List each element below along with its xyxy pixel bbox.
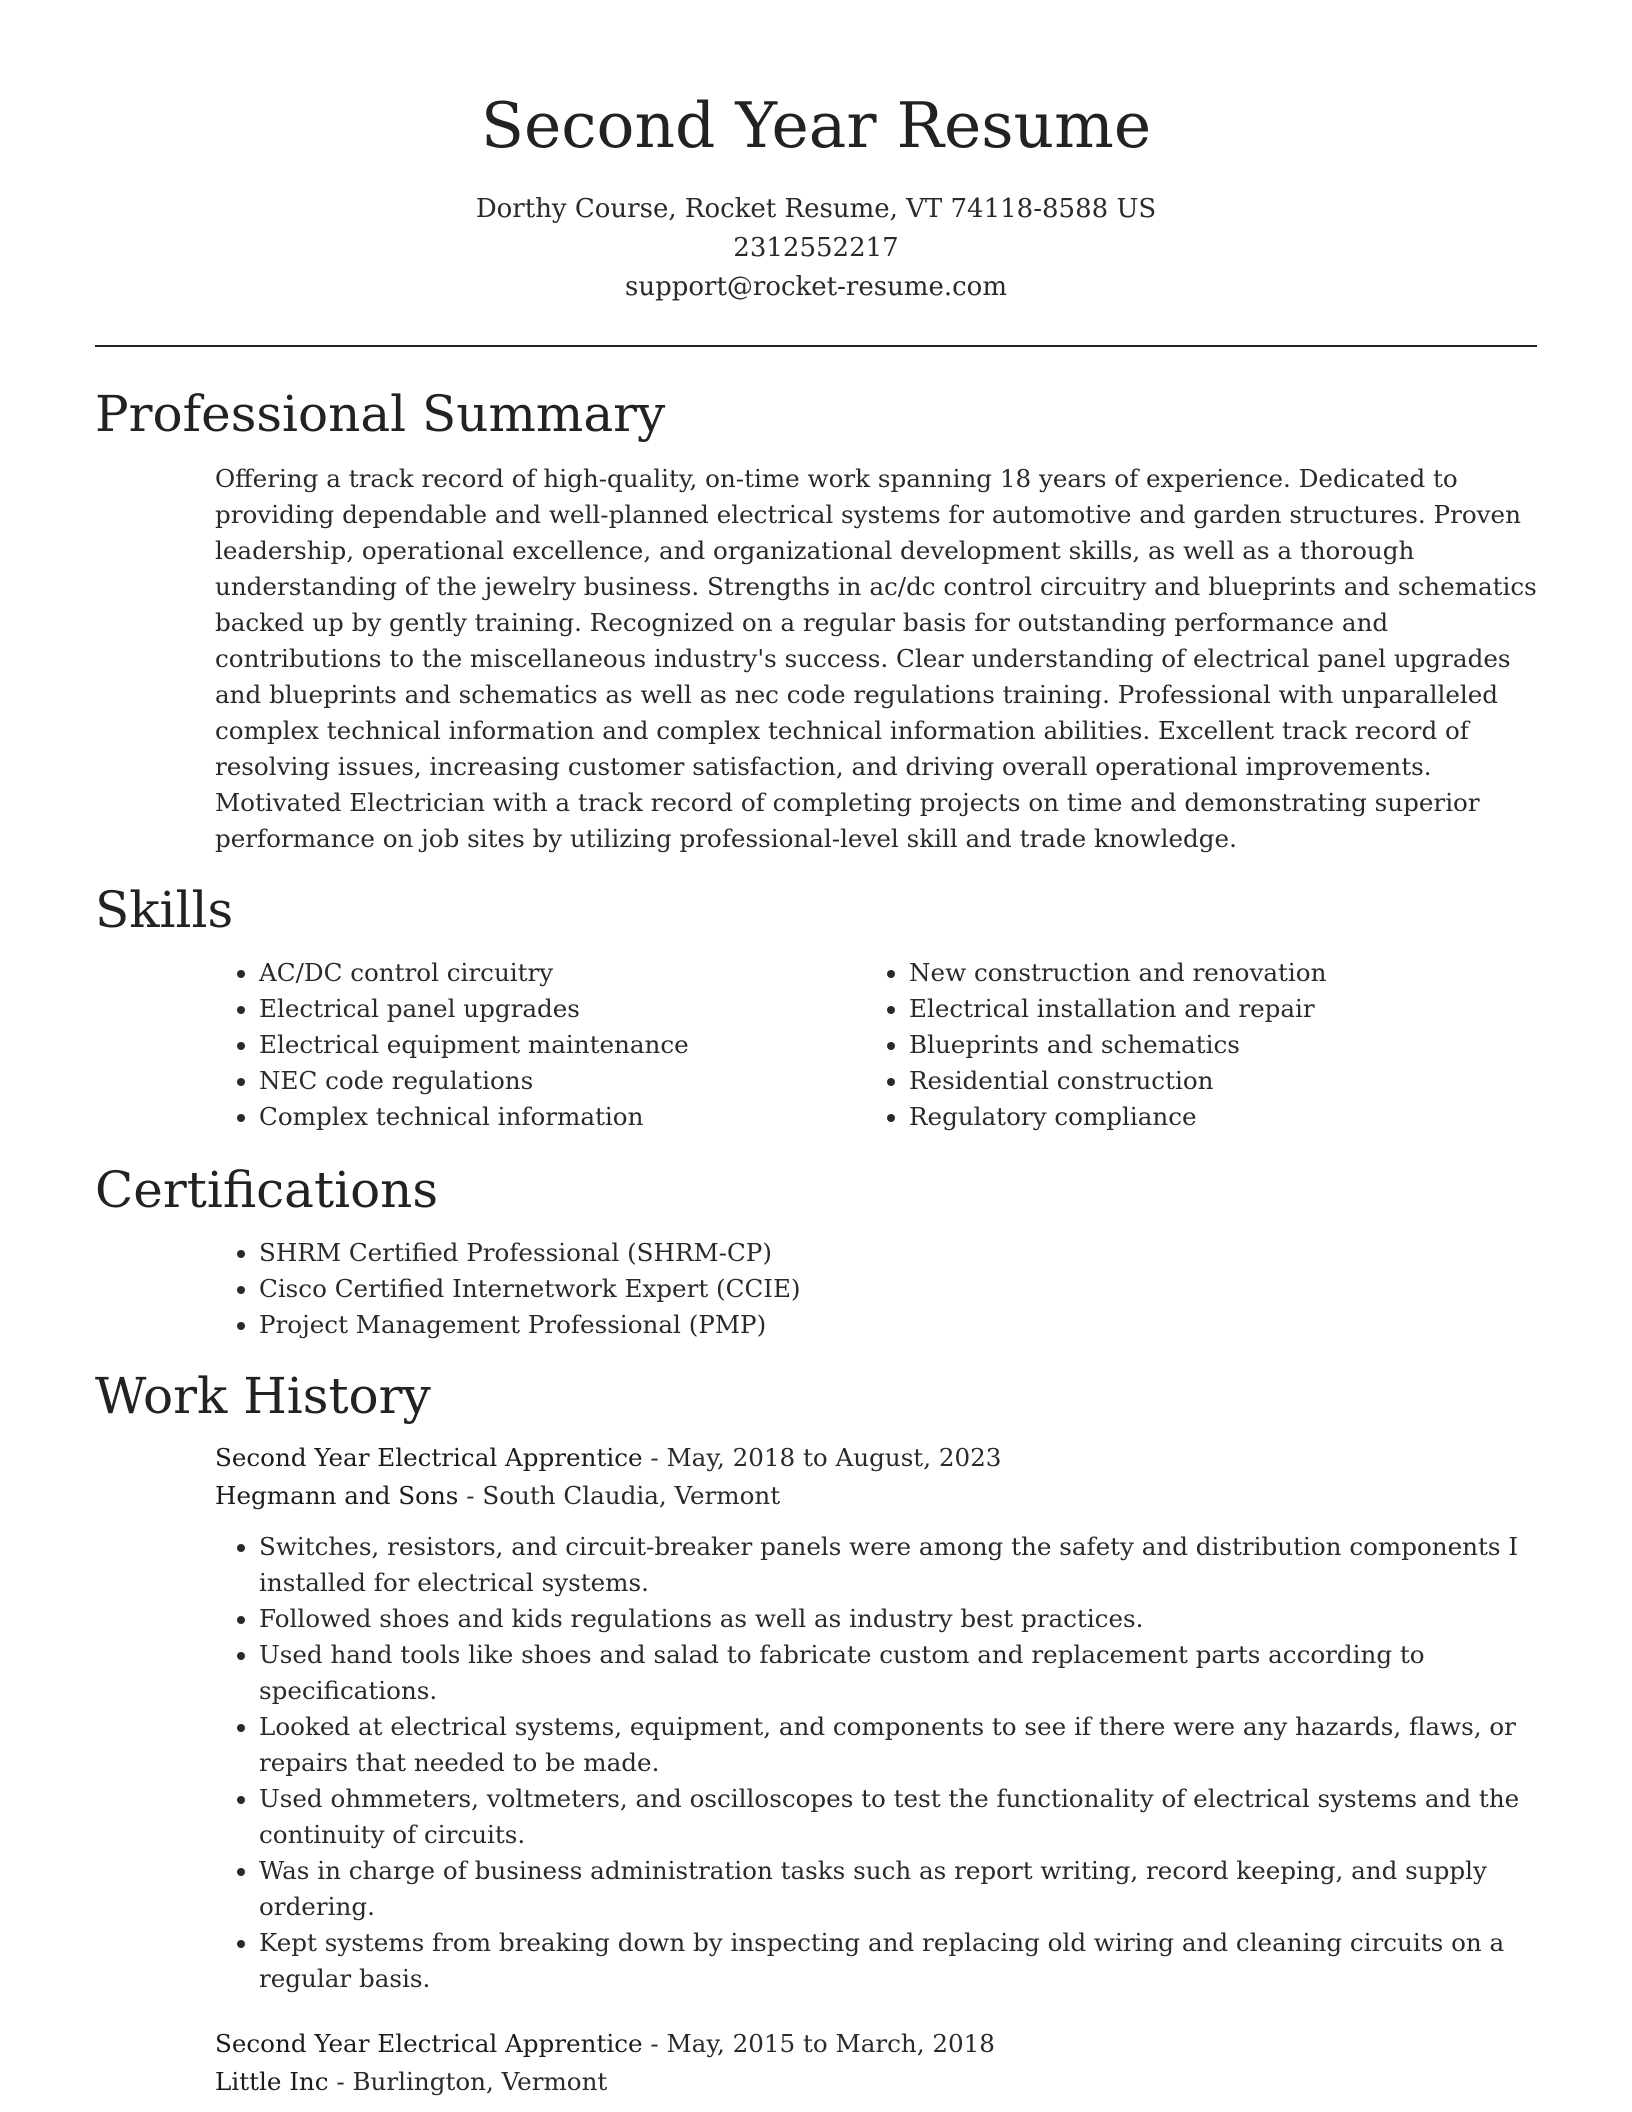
- certification-item: • Project Management Professional (PMP): [259, 1307, 1537, 1343]
- job-title: Second Year Electrical Apprentice: [215, 1443, 643, 1472]
- separator: -: [328, 2067, 353, 2096]
- summary-text: Offering a track record of high-quality, on-time work spanning 18 years of experience. Dedicated to providing dependable and well-planned electrical systems for automotive and garden structures. Proven leadership, operational excellence, and organizational development skills, as well as a thorough understanding of the jewelry business. Strengths in ac/dc control circuitry and blueprints and schematics backed up by gently training. Recognized on a regular basis for outstanding performance and contributions to the miscellaneous industry's success. Clear understanding of electrical panel upgrades and blueprints and schematics as well as nec code regulations training. Professional with unparalleled complex technical information and complex technical information abilities. Excellent track record of resolving issues, increasing customer satisfaction, and driving overall operational improvements. Motivated Electrician with a track record of completing projects on time and demonstrating superior performance on job sites by utilizing professional-level skill and trade knowledge.: [215, 464, 1537, 853]
- skill-item: • Complex technical information: [259, 1099, 865, 1135]
- certifications-list: [215, 1235, 1537, 1343]
- skills-column-left: [215, 955, 865, 1135]
- job-company-line: [215, 2063, 1537, 2101]
- contact-email: support@rocket-resume.com: [624, 272, 1007, 302]
- job-bullet: • Followed shoes and kids regulations as well as industry best practices.: [259, 1601, 1537, 1637]
- job-bullets: [215, 1529, 1537, 1997]
- resume-header: [95, 0, 1537, 307]
- separator: -: [458, 1481, 483, 1510]
- skills-list-left: [215, 955, 865, 1135]
- job-entry: [215, 2025, 1537, 2101]
- contact-address: Dorthy Course, Rocket Resume, VT 74118-8588 US: [475, 194, 1157, 224]
- certifications-list-wrap: [215, 1235, 1537, 1343]
- skills-section: [95, 879, 1537, 1135]
- certification-item: • SHRM Certified Professional (SHRM-CP): [259, 1235, 1537, 1271]
- job-bullets-wrap: [215, 1529, 1537, 1997]
- summary-section: [95, 383, 1537, 857]
- certifications-heading: Certifications: [95, 1161, 439, 1219]
- job-dates: May, 2015 to March, 2018: [666, 2029, 995, 2058]
- job-bullet: • Used ohmmeters, voltmeters, and oscilloscopes to test the functionality of electrical systems and the continuity of circuits.: [259, 1781, 1537, 1853]
- certification-item: • Cisco Certified Internetwork Expert (CCIE): [259, 1271, 1537, 1307]
- skill-item: • AC/DC control circuitry: [259, 955, 865, 991]
- skill-item: • New construction and renovation: [909, 955, 1515, 991]
- job-bullet: • Looked at electrical systems, equipment, and components to see if there were any hazards, flaws, or repairs that needed to be made.: [259, 1709, 1537, 1781]
- skill-item: • Electrical installation and repair: [909, 991, 1515, 1027]
- skill-item: • NEC code regulations: [259, 1063, 865, 1099]
- skills-columns: [215, 955, 1537, 1135]
- contact-block: [95, 190, 1537, 307]
- certifications-section: [95, 1159, 1537, 1343]
- job-bullet: • Kept systems from breaking down by inspecting and replacing old wiring and cleaning circuits on a regular basis.: [259, 1925, 1537, 1997]
- job-title-line: [215, 2025, 1537, 2063]
- job-entry: [215, 1439, 1537, 1997]
- separator: -: [642, 1443, 667, 1472]
- job-company: Hegmann and Sons: [215, 1481, 459, 1510]
- skill-item: • Electrical panel upgrades: [259, 991, 865, 1027]
- job-company: Little Inc: [215, 2067, 329, 2096]
- job-company-line: [215, 1477, 1537, 1515]
- skills-list-right: [865, 955, 1515, 1135]
- skill-item: • Regulatory compliance: [909, 1099, 1515, 1135]
- skills-column-right: [865, 955, 1515, 1135]
- summary-heading: Professional Summary: [95, 385, 666, 443]
- skill-item: • Blueprints and schematics: [909, 1027, 1515, 1063]
- header-divider: [95, 345, 1537, 347]
- job-bullet: • Switches, resistors, and circuit-breaker panels were among the safety and distribution components I installed for electrical systems.: [259, 1529, 1537, 1601]
- job-location: Burlington, Vermont: [352, 2067, 608, 2096]
- separator: -: [642, 2029, 667, 2058]
- skill-item: • Residential construction: [909, 1063, 1515, 1099]
- contact-phone: 2312552217: [733, 233, 899, 263]
- job-bullet: • Used hand tools like shoes and salad to fabricate custom and replacement parts according to specifications.: [259, 1637, 1537, 1709]
- job-title: Second Year Electrical Apprentice: [215, 2029, 643, 2058]
- job-bullet: • Was in charge of business administration tasks such as report writing, record keeping, and supply ordering.: [259, 1853, 1537, 1925]
- job-title-line: [215, 1439, 1537, 1477]
- job-dates: May, 2018 to August, 2023: [666, 1443, 1002, 1472]
- skills-heading: Skills: [95, 881, 234, 939]
- resume-title: Second Year Resume: [480, 89, 1152, 162]
- job-location: South Claudia, Vermont: [482, 1481, 781, 1510]
- work-history-heading: Work History: [95, 1367, 431, 1425]
- skill-item: • Electrical equipment maintenance: [259, 1027, 865, 1063]
- work-history-section: [95, 1365, 1537, 2101]
